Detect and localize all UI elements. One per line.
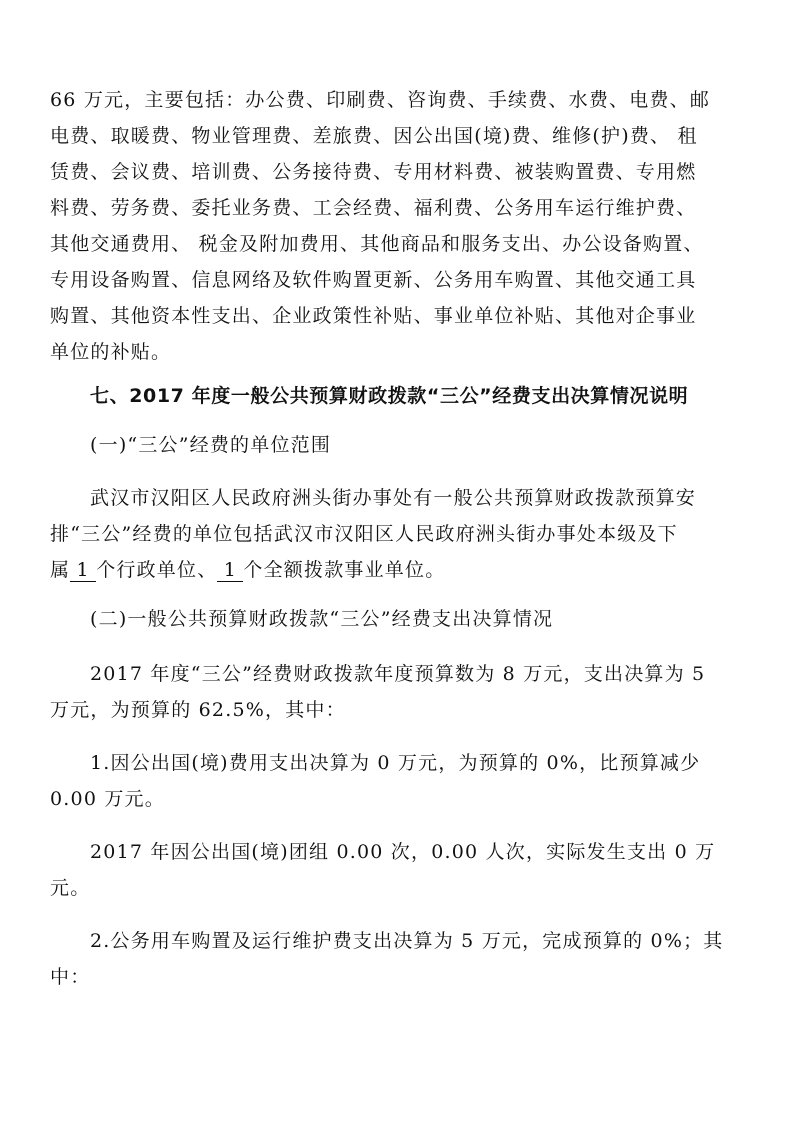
sub2-p2-line-1: 1.因公出国(境)费用支出决算为 0 万元，为预算的 0%，比预算减少 (90, 752, 701, 774)
sub1-line-3-mid: 个行政单位、 (96, 559, 218, 581)
institution-unit-count: 1 (217, 559, 243, 582)
admin-unit-count: 1 (70, 559, 96, 582)
sub2-title: (二)一般公共预算财政拨款“三公”经费支出决算情况 (90, 608, 554, 630)
sub2-p4-line-1: 2.公务用车购置及运行维护费支出决算为 5 万元，完成预算的 0%；其 (90, 930, 724, 952)
sub1-line-1: 武汉市汉阳区人民政府洲头街办事处有一般公共预算财政拨款预算安 (90, 487, 697, 509)
intro-line-6: 专用设备购置、信息网络及软件购置更新、公务用车购置、其他交通工具 (50, 269, 697, 291)
sub2-p3-line-2: 元。 (50, 877, 91, 899)
intro-line-8: 单位的补贴。 (50, 341, 172, 363)
sub2-p1-line-2: 万元，为预算的 62.5%，其中： (50, 699, 346, 721)
intro-line-5: 其他交通费用、 税金及附加费用、其他商品和服务支出、办公设备购置、 (50, 233, 704, 255)
sub2-p2-line-2: 0.00 万元。 (50, 788, 165, 810)
intro-line-4: 料费、劳务费、委托业务费、工会经费、福利费、公务用车运行维护费、 (50, 197, 697, 219)
intro-line-7: 购置、其他资本性支出、企业政策性补贴、事业单位补贴、其他对企事业 (50, 305, 697, 327)
section-heading: 七、2017 年度一般公共预算财政拨款“三公”经费支出决算情况说明 (90, 385, 689, 407)
sub1-line-3 (50, 556, 750, 584)
sub2-p3-line-1: 2017 年因公出国(境)团组 0.00 次，0.00 人次，实际发生支出 0 万 (90, 841, 716, 863)
sub1-line-2: 排“三公”经费的单位包括武汉市汉阳区人民政府洲头街办事处本级及下 (50, 523, 678, 545)
sub1-line-3-suffix: 个全额拨款事业单位。 (243, 559, 446, 581)
intro-line-3: 赁费、会议费、培训费、公务接待费、专用材料费、被装购置费、专用燃 (50, 161, 697, 183)
sub1-line-3-prefix: 属 (50, 559, 71, 581)
intro-line-2: 电费、取暖费、物业管理费、差旅费、因公出国(境)费、维修(护)费、 租 (50, 125, 698, 147)
sub2-p1-line-1: 2017 年度“三公”经费财政拨款年度预算数为 8 万元，支出决算为 5 (90, 663, 706, 685)
sub2-p4-line-2: 中： (50, 966, 91, 988)
intro-line-1: 66 万元，主要包括：办公费、印刷费、咨询费、手续费、水费、电费、邮 (50, 89, 711, 111)
sub1-title: (一)“三公”经费的单位范围 (90, 434, 332, 456)
